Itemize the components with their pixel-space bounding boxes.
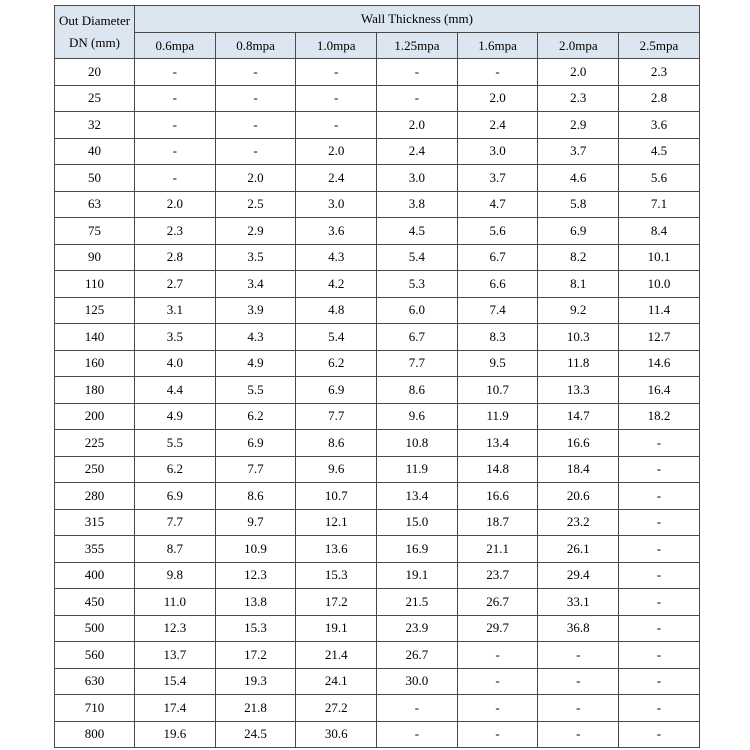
thickness-cell: - [135, 112, 216, 139]
wall-thickness-table [54, 5, 700, 748]
thickness-cell: 8.3 [457, 324, 538, 351]
table-row [55, 509, 700, 536]
thickness-cell: 10.1 [619, 244, 700, 271]
thickness-cell: 17.2 [215, 642, 296, 669]
table-row [55, 138, 700, 165]
dn-cell: 400 [55, 562, 135, 589]
table-row [55, 165, 700, 192]
thickness-cell: 7.1 [619, 191, 700, 218]
thickness-cell: 23.2 [538, 509, 619, 536]
thickness-cell: 8.6 [215, 483, 296, 510]
thickness-cell: 6.7 [377, 324, 458, 351]
thickness-cell: 3.6 [619, 112, 700, 139]
thickness-cell: 33.1 [538, 589, 619, 616]
thickness-cell: 3.1 [135, 297, 216, 324]
thickness-cell: 12.3 [135, 615, 216, 642]
thickness-cell: 6.0 [377, 297, 458, 324]
thickness-cell: 3.0 [296, 191, 377, 218]
thickness-cell: - [135, 138, 216, 165]
table-row [55, 695, 700, 722]
thickness-cell: 7.7 [135, 509, 216, 536]
thickness-cell: 23.7 [457, 562, 538, 589]
thickness-cell: 21.1 [457, 536, 538, 563]
pressure-column-header: 0.8mpa [215, 33, 296, 59]
thickness-cell: 4.0 [135, 350, 216, 377]
thickness-cell: - [215, 85, 296, 112]
thickness-cell: 13.4 [377, 483, 458, 510]
thickness-cell: - [215, 112, 296, 139]
thickness-cell: 7.7 [215, 456, 296, 483]
thickness-cell: 13.3 [538, 377, 619, 404]
thickness-cell: 6.9 [135, 483, 216, 510]
table-row [55, 430, 700, 457]
thickness-cell: 5.5 [135, 430, 216, 457]
pressure-column-header: 0.6mpa [135, 33, 216, 59]
thickness-cell: - [619, 668, 700, 695]
thickness-cell: - [619, 562, 700, 589]
thickness-cell: 4.4 [135, 377, 216, 404]
thickness-cell: 26.7 [377, 642, 458, 669]
thickness-cell: 5.5 [215, 377, 296, 404]
thickness-cell: - [457, 695, 538, 722]
table-row [55, 271, 700, 298]
thickness-cell: - [377, 59, 458, 86]
thickness-cell: 5.8 [538, 191, 619, 218]
thickness-cell: - [377, 721, 458, 748]
dn-cell: 90 [55, 244, 135, 271]
thickness-cell: 19.3 [215, 668, 296, 695]
thickness-cell: 2.4 [377, 138, 458, 165]
out-diameter-label: Out Diameter [58, 13, 131, 28]
thickness-cell: 24.5 [215, 721, 296, 748]
dn-cell: 225 [55, 430, 135, 457]
thickness-cell: 4.9 [135, 403, 216, 430]
thickness-cell: - [215, 59, 296, 86]
thickness-cell: - [619, 509, 700, 536]
pressure-column-header: 2.0mpa [538, 33, 619, 59]
thickness-cell: 10.7 [457, 377, 538, 404]
thickness-cell: 8.2 [538, 244, 619, 271]
thickness-cell: 4.3 [296, 244, 377, 271]
thickness-cell: 7.7 [377, 350, 458, 377]
thickness-cell: 16.6 [538, 430, 619, 457]
pressure-column-header: 1.6mpa [457, 33, 538, 59]
thickness-cell: 8.4 [619, 218, 700, 245]
thickness-cell: 10.0 [619, 271, 700, 298]
thickness-cell: 21.5 [377, 589, 458, 616]
thickness-cell: 3.7 [457, 165, 538, 192]
thickness-cell: 3.4 [215, 271, 296, 298]
thickness-cell: 9.5 [457, 350, 538, 377]
thickness-cell: 36.8 [538, 615, 619, 642]
thickness-cell: 23.9 [377, 615, 458, 642]
thickness-cell: - [135, 85, 216, 112]
dn-cell: 25 [55, 85, 135, 112]
thickness-cell: 2.5 [215, 191, 296, 218]
thickness-cell: 27.2 [296, 695, 377, 722]
dn-cell: 710 [55, 695, 135, 722]
thickness-cell: 21.4 [296, 642, 377, 669]
thickness-cell: 8.6 [377, 377, 458, 404]
dn-cell: 160 [55, 350, 135, 377]
table-row [55, 324, 700, 351]
thickness-cell: 12.1 [296, 509, 377, 536]
thickness-cell: - [457, 721, 538, 748]
thickness-cell: - [457, 59, 538, 86]
thickness-cell: - [619, 695, 700, 722]
dn-cell: 20 [55, 59, 135, 86]
thickness-cell: 11.9 [457, 403, 538, 430]
thickness-cell: 3.7 [538, 138, 619, 165]
table-row [55, 59, 700, 86]
thickness-cell: - [619, 589, 700, 616]
table-row [55, 191, 700, 218]
thickness-cell: 15.3 [296, 562, 377, 589]
thickness-cell: 2.9 [215, 218, 296, 245]
thickness-cell: 13.4 [457, 430, 538, 457]
table-row [55, 536, 700, 563]
table-row [55, 85, 700, 112]
dn-cell: 280 [55, 483, 135, 510]
thickness-cell: 2.7 [135, 271, 216, 298]
table-row [55, 377, 700, 404]
thickness-cell: 2.3 [135, 218, 216, 245]
thickness-cell: - [538, 721, 619, 748]
table-row [55, 642, 700, 669]
thickness-cell: - [296, 85, 377, 112]
pressure-column-header: 2.5mpa [619, 33, 700, 59]
thickness-cell: - [215, 138, 296, 165]
thickness-cell: 3.6 [296, 218, 377, 245]
thickness-cell: 20.6 [538, 483, 619, 510]
thickness-cell: 2.3 [538, 85, 619, 112]
table-row [55, 350, 700, 377]
thickness-cell: - [296, 112, 377, 139]
dn-cell: 63 [55, 191, 135, 218]
thickness-cell: - [619, 721, 700, 748]
thickness-cell: 14.8 [457, 456, 538, 483]
thickness-cell: 6.6 [457, 271, 538, 298]
thickness-cell: 17.2 [296, 589, 377, 616]
thickness-cell: 4.5 [619, 138, 700, 165]
thickness-cell: 3.0 [377, 165, 458, 192]
thickness-cell: 4.2 [296, 271, 377, 298]
thickness-cell: 13.6 [296, 536, 377, 563]
dn-cell: 355 [55, 536, 135, 563]
thickness-cell: - [377, 85, 458, 112]
dn-cell: 40 [55, 138, 135, 165]
thickness-cell: 11.4 [619, 297, 700, 324]
thickness-cell: 2.4 [457, 112, 538, 139]
thickness-cell: 13.7 [135, 642, 216, 669]
thickness-cell: 29.7 [457, 615, 538, 642]
thickness-cell: 19.6 [135, 721, 216, 748]
thickness-cell: - [377, 695, 458, 722]
thickness-cell: - [538, 695, 619, 722]
dn-cell: 200 [55, 403, 135, 430]
thickness-cell: 6.9 [215, 430, 296, 457]
pressure-header-row [55, 33, 700, 59]
thickness-cell: - [619, 483, 700, 510]
pressure-column-header: 1.0mpa [296, 33, 377, 59]
thickness-cell: 6.9 [538, 218, 619, 245]
thickness-cell: 26.1 [538, 536, 619, 563]
thickness-cell: - [619, 456, 700, 483]
thickness-cell: - [619, 642, 700, 669]
dn-cell: 110 [55, 271, 135, 298]
thickness-cell: 8.7 [135, 536, 216, 563]
thickness-cell: 14.7 [538, 403, 619, 430]
thickness-cell: 4.8 [296, 297, 377, 324]
thickness-cell: 21.8 [215, 695, 296, 722]
pressure-column-header: 1.25mpa [377, 33, 458, 59]
thickness-cell: 5.4 [296, 324, 377, 351]
thickness-cell: - [296, 59, 377, 86]
thickness-cell: 2.0 [457, 85, 538, 112]
dn-cell: 500 [55, 615, 135, 642]
table-row [55, 297, 700, 324]
table-row [55, 218, 700, 245]
thickness-cell: 12.7 [619, 324, 700, 351]
thickness-cell: 9.7 [215, 509, 296, 536]
table-header [55, 6, 700, 59]
thickness-cell: 7.7 [296, 403, 377, 430]
table-row [55, 403, 700, 430]
thickness-cell: 2.0 [296, 138, 377, 165]
dn-cell: 800 [55, 721, 135, 748]
thickness-cell: 16.4 [619, 377, 700, 404]
dn-cell: 180 [55, 377, 135, 404]
thickness-cell: 5.6 [457, 218, 538, 245]
thickness-cell: 9.6 [296, 456, 377, 483]
thickness-cell: 10.3 [538, 324, 619, 351]
table-body [55, 59, 700, 748]
thickness-cell: 11.8 [538, 350, 619, 377]
thickness-cell: - [135, 165, 216, 192]
out-diameter-header [55, 6, 135, 59]
thickness-cell: 5.6 [619, 165, 700, 192]
thickness-cell: 2.0 [377, 112, 458, 139]
thickness-cell: 15.3 [215, 615, 296, 642]
table-row [55, 483, 700, 510]
thickness-cell: 2.0 [538, 59, 619, 86]
table-row [55, 589, 700, 616]
thickness-cell: 6.2 [296, 350, 377, 377]
table-row [55, 456, 700, 483]
thickness-cell: 2.8 [135, 244, 216, 271]
dn-cell: 125 [55, 297, 135, 324]
thickness-cell: 6.2 [215, 403, 296, 430]
thickness-cell: 12.3 [215, 562, 296, 589]
thickness-cell: 3.5 [215, 244, 296, 271]
thickness-cell: 4.9 [215, 350, 296, 377]
thickness-cell: - [457, 642, 538, 669]
thickness-cell: 19.1 [377, 562, 458, 589]
thickness-cell: 30.6 [296, 721, 377, 748]
thickness-cell: 11.9 [377, 456, 458, 483]
thickness-cell: - [538, 668, 619, 695]
dn-cell: 630 [55, 668, 135, 695]
thickness-cell: - [457, 668, 538, 695]
dn-cell: 32 [55, 112, 135, 139]
thickness-cell: 3.8 [377, 191, 458, 218]
thickness-cell: - [135, 59, 216, 86]
thickness-cell: 29.4 [538, 562, 619, 589]
thickness-cell: 18.2 [619, 403, 700, 430]
wall-thickness-header: Wall Thickness (mm) [135, 6, 700, 33]
thickness-cell: 18.7 [457, 509, 538, 536]
thickness-cell: 2.0 [135, 191, 216, 218]
thickness-cell: 30.0 [377, 668, 458, 695]
thickness-cell: 3.5 [135, 324, 216, 351]
thickness-cell: 11.0 [135, 589, 216, 616]
thickness-cell: 2.0 [215, 165, 296, 192]
thickness-cell: 6.2 [135, 456, 216, 483]
thickness-cell: 5.4 [377, 244, 458, 271]
thickness-cell: 4.6 [538, 165, 619, 192]
thickness-cell: 24.1 [296, 668, 377, 695]
dn-cell: 50 [55, 165, 135, 192]
thickness-cell: 16.9 [377, 536, 458, 563]
thickness-cell: 15.0 [377, 509, 458, 536]
thickness-cell: 9.8 [135, 562, 216, 589]
table-row [55, 244, 700, 271]
thickness-cell: 2.9 [538, 112, 619, 139]
thickness-cell: 16.6 [457, 483, 538, 510]
thickness-cell: 4.3 [215, 324, 296, 351]
thickness-cell: - [538, 642, 619, 669]
thickness-cell: 10.9 [215, 536, 296, 563]
dn-cell: 75 [55, 218, 135, 245]
thickness-cell: 5.3 [377, 271, 458, 298]
thickness-cell: 7.4 [457, 297, 538, 324]
thickness-cell: 26.7 [457, 589, 538, 616]
dn-unit-label: DN (mm) [69, 35, 120, 50]
thickness-cell: 6.7 [457, 244, 538, 271]
thickness-cell: - [619, 430, 700, 457]
thickness-cell: 3.9 [215, 297, 296, 324]
thickness-cell: 8.1 [538, 271, 619, 298]
thickness-cell: 2.8 [619, 85, 700, 112]
thickness-cell: - [619, 615, 700, 642]
thickness-cell: - [619, 536, 700, 563]
thickness-cell: 14.6 [619, 350, 700, 377]
table-row [55, 615, 700, 642]
thickness-cell: 10.7 [296, 483, 377, 510]
thickness-cell: 18.4 [538, 456, 619, 483]
thickness-cell: 9.2 [538, 297, 619, 324]
thickness-cell: 10.8 [377, 430, 458, 457]
dn-cell: 450 [55, 589, 135, 616]
thickness-cell: 9.6 [377, 403, 458, 430]
thickness-cell: 2.3 [619, 59, 700, 86]
thickness-cell: 4.5 [377, 218, 458, 245]
thickness-cell: 13.8 [215, 589, 296, 616]
thickness-cell: 3.0 [457, 138, 538, 165]
dn-cell: 560 [55, 642, 135, 669]
thickness-cell: 17.4 [135, 695, 216, 722]
thickness-cell: 19.1 [296, 615, 377, 642]
dn-cell: 250 [55, 456, 135, 483]
thickness-cell: 15.4 [135, 668, 216, 695]
thickness-cell: 4.7 [457, 191, 538, 218]
table-row [55, 562, 700, 589]
thickness-cell: 6.9 [296, 377, 377, 404]
thickness-cell: 2.4 [296, 165, 377, 192]
dn-cell: 315 [55, 509, 135, 536]
dn-cell: 140 [55, 324, 135, 351]
table-row [55, 112, 700, 139]
table-row [55, 668, 700, 695]
thickness-cell: 8.6 [296, 430, 377, 457]
table-row [55, 721, 700, 748]
